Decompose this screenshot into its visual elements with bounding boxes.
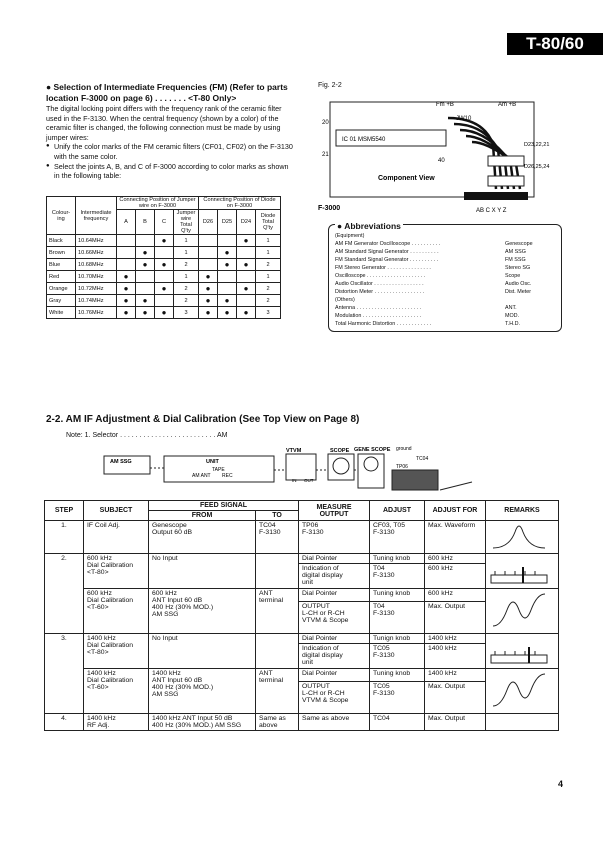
vtvm-out-label: OUT xyxy=(304,478,314,483)
col-jumper: Connecting Position of Jumper wire on F-3000 xyxy=(117,197,199,210)
gene-scope-label: GENE SCOPE xyxy=(354,447,391,453)
fm-label: Fm +B xyxy=(436,102,454,108)
col-colouring: Colour-ing xyxy=(47,197,76,235)
scope-label: SCOPE xyxy=(330,448,350,454)
tp06-label: TP06 xyxy=(396,464,408,470)
vtvm-label: VTVM xyxy=(286,448,302,454)
remark-sine-600 xyxy=(486,589,559,634)
remark-dial-600 xyxy=(486,554,559,589)
remark-waveform xyxy=(486,521,559,554)
abbreviation-row: FM Standard Signal Generator . . . . . . . . . . FM SSG xyxy=(335,257,526,263)
col-a: A xyxy=(117,210,136,235)
pin40-label: 40 xyxy=(438,158,445,164)
jw-label: JW10 xyxy=(456,116,472,122)
selection-bullet: ● Select the joints A, B, and C of F-3000 according to color marks as shown in the following table: xyxy=(54,162,296,181)
col-c: C xyxy=(155,210,174,235)
figure-label: Fig. 2-2 xyxy=(318,82,342,89)
board-label: F-3000 xyxy=(318,205,341,212)
page-number: 4 xyxy=(557,779,563,789)
abbreviation-row: Oscilloscope . . . . . . . . . . . . . . . . . . . . Scope xyxy=(335,273,521,279)
table-row: Orange 10.72MHz ● ● 2 ● ● 2 xyxy=(47,283,281,295)
tape-label: TAPE xyxy=(212,467,225,473)
component-diagram xyxy=(318,94,550,214)
abbreviation-row: Audio Oscillator . . . . . . . . . . . . . . . . . Audio Osc. xyxy=(335,281,532,287)
h-subject: SUBJECT xyxy=(84,501,149,521)
component-view-label: Component View xyxy=(378,175,435,182)
section-title: 2-2. AM IF Adjustment & Dial Calibration (See Top View on Page 8) xyxy=(46,414,360,425)
selection-bullet: ● Unify the color marks of the FM ceramic filters (CF01, CF02) on the F-3130 with the same color. xyxy=(54,142,296,161)
selection-paragraph: The digital locking point differs with the frequency rank of the ceramic filter used in the F-3130. When the central frequency (shown by a color) of the ceramic filter is changed, the following connection must be made by using jumper wires: xyxy=(46,104,282,142)
d-group1-label: D23,22,21 xyxy=(524,142,550,148)
h-measure: MEASURE OUTPUT xyxy=(299,501,370,521)
table-row: Brown 10.66MHz ● 1 ● 1 xyxy=(47,247,281,259)
selection-heading: ● Selection of Intermediate Frequencies (FM) (Refer to parts location F-3000 on page 6) . . . . . . . <T-80 Only> xyxy=(46,82,288,103)
color-jumper-table xyxy=(46,196,281,319)
col-b: B xyxy=(136,210,155,235)
ground-label: ground xyxy=(396,446,412,452)
col-dq: Diode Total Q'ty xyxy=(256,210,281,235)
remark-sine-1400 xyxy=(486,669,559,714)
section-note: Note: 1. Selector . . . . . . . . . . . . . . . . . . . . . . . . . AM xyxy=(66,432,228,439)
abbreviation-row: AM FM Generator Oscilloscope . . . . . . . . . . Genescope xyxy=(335,241,533,247)
h-to: TO xyxy=(256,511,299,521)
am-ant-label: AM ANT xyxy=(192,473,211,479)
d-group2-label: D26,25,24 xyxy=(524,164,550,170)
table-row: 4. 1400 kHz RF Adj. 1400 kHz ANT Input 50 dB 400 Hz (30% MOD.) AM SSG Same as above Same as above TC04 Max. Output xyxy=(45,714,559,731)
tc04-label: TC04 xyxy=(416,456,429,462)
selection-section xyxy=(46,82,296,181)
abbreviation-row: Total Harmonic Distortion . . . . . . . . . . . . T.H.D. xyxy=(335,321,520,327)
col-jq: Jumper wire Total Q'ty xyxy=(174,210,199,235)
table-row: Indication of digital display unit T04 F-3130 600 kHz xyxy=(45,564,559,589)
ic-label: IC 01 MSM5540 xyxy=(342,137,386,143)
pin20-label: 20 xyxy=(322,120,329,126)
table-row: Blue 10.68MHz ● ● 2 ● ● 2 xyxy=(47,259,281,271)
abbreviations-box xyxy=(328,221,562,332)
am-ssg-label: AM SSG xyxy=(110,459,132,465)
pin21-label: 21 xyxy=(322,152,329,158)
others-label: (Others) xyxy=(335,297,355,303)
h-from: FROM xyxy=(149,511,256,521)
abbreviation-row: Modulation . . . . . . . . . . . . . . . . . . . . MOD. xyxy=(335,313,520,319)
am-label: Am +B xyxy=(498,102,517,108)
abbreviation-row: FM Stereo Generator . . . . . . . . . . . . . . . Stereo SG xyxy=(335,265,531,271)
abbreviation-row: Antenna . . . . . . . . . . . . . . . . . . . . . . ANT. xyxy=(335,305,517,311)
model-badge: T-80/60 xyxy=(507,33,603,55)
table-row: Indication of digital display unit TC05 F-3130 1400 kHz xyxy=(45,644,559,669)
equipment-label: (Equipment) xyxy=(335,233,365,239)
abbreviation-row: AM Standard Signal Generator . . . . . . . . . . AM SSG xyxy=(335,249,526,255)
table-row: 2. 600 kHz Dial Calibration <T-80> No Input Dial Pointer Tuning knob 600 kHz xyxy=(45,554,559,564)
col-diode: Connecting Position of Diode on F-3000 xyxy=(199,197,281,210)
rec-label: REC xyxy=(222,473,233,479)
abbreviation-row: Distortion Meter . . . . . . . . . . . . . . . . . Dist. Meter xyxy=(335,289,532,295)
table-row: OUTPUT L-CH or R-CH VTVM & Scope T04 F-3130 Max. Output xyxy=(45,602,559,634)
setup-diagram xyxy=(100,446,480,496)
terminal-label: AB C X Y Z xyxy=(476,208,507,214)
component-view-figure xyxy=(318,94,550,214)
h-adjust-for: ADJUST FOR xyxy=(425,501,486,521)
h-adjust: ADJUST xyxy=(370,501,425,521)
connector xyxy=(464,192,528,200)
col-d25: D25 xyxy=(218,210,237,235)
table-row: 1400 kHz Dial Calibration <T-60> 1400 kHz ANT Input 60 dB 400 Hz (30% MOD.) AM SSG ANT terminal Dial Pointer Tuning knob 1400 kHz xyxy=(45,669,559,682)
table-row: Gray 10.74MHz ● ● 2 ● ● 2 xyxy=(47,295,281,307)
table-row: Black 10.64MHz ● 1 ● 1 xyxy=(47,235,281,247)
h-step: STEP xyxy=(45,501,84,521)
table-row: White 10.76MHz ● ● ● 3 ● ● ● 3 xyxy=(47,307,281,319)
h-feed: FEED SIGNAL xyxy=(149,501,299,511)
abbreviations-title: ● Abbreviations xyxy=(337,221,401,231)
vtvm-in-label: IN xyxy=(292,478,297,483)
table-row: 600 kHz Dial Calibration <T-60> 600 kHz ANT Input 60 dB 400 Hz (30% MOD.) AM SSG ANT terminal Dial Pointer Tuning knob 600 kHz xyxy=(45,589,559,602)
unit-label: UNIT xyxy=(206,459,219,465)
table-row: 3. 1400 kHz Dial Calibration <T-80> No Input Dial Pointer Tunign knob 1400 kHz xyxy=(45,634,559,644)
col-d24: D24 xyxy=(237,210,256,235)
table-row: Red 10.70MHz ● 1 ● 1 xyxy=(47,271,281,283)
col-d26: D26 xyxy=(199,210,218,235)
table-row: OUTPUT L-CH or R-CH VTVM & Scope TC05 F-3130 Max. Output xyxy=(45,682,559,714)
col-if: Intermediate frequency xyxy=(76,197,117,235)
remark-dial-1400 xyxy=(486,634,559,669)
adjustment-table xyxy=(44,500,559,731)
table-row: 1. IF Coil Adj. Genescope Output 60 dB TC04 F-3130 TP06 F-3130 CF03, T05 F-3130 Max. Waveform xyxy=(45,521,559,554)
h-remarks: REMARKS xyxy=(486,501,559,521)
